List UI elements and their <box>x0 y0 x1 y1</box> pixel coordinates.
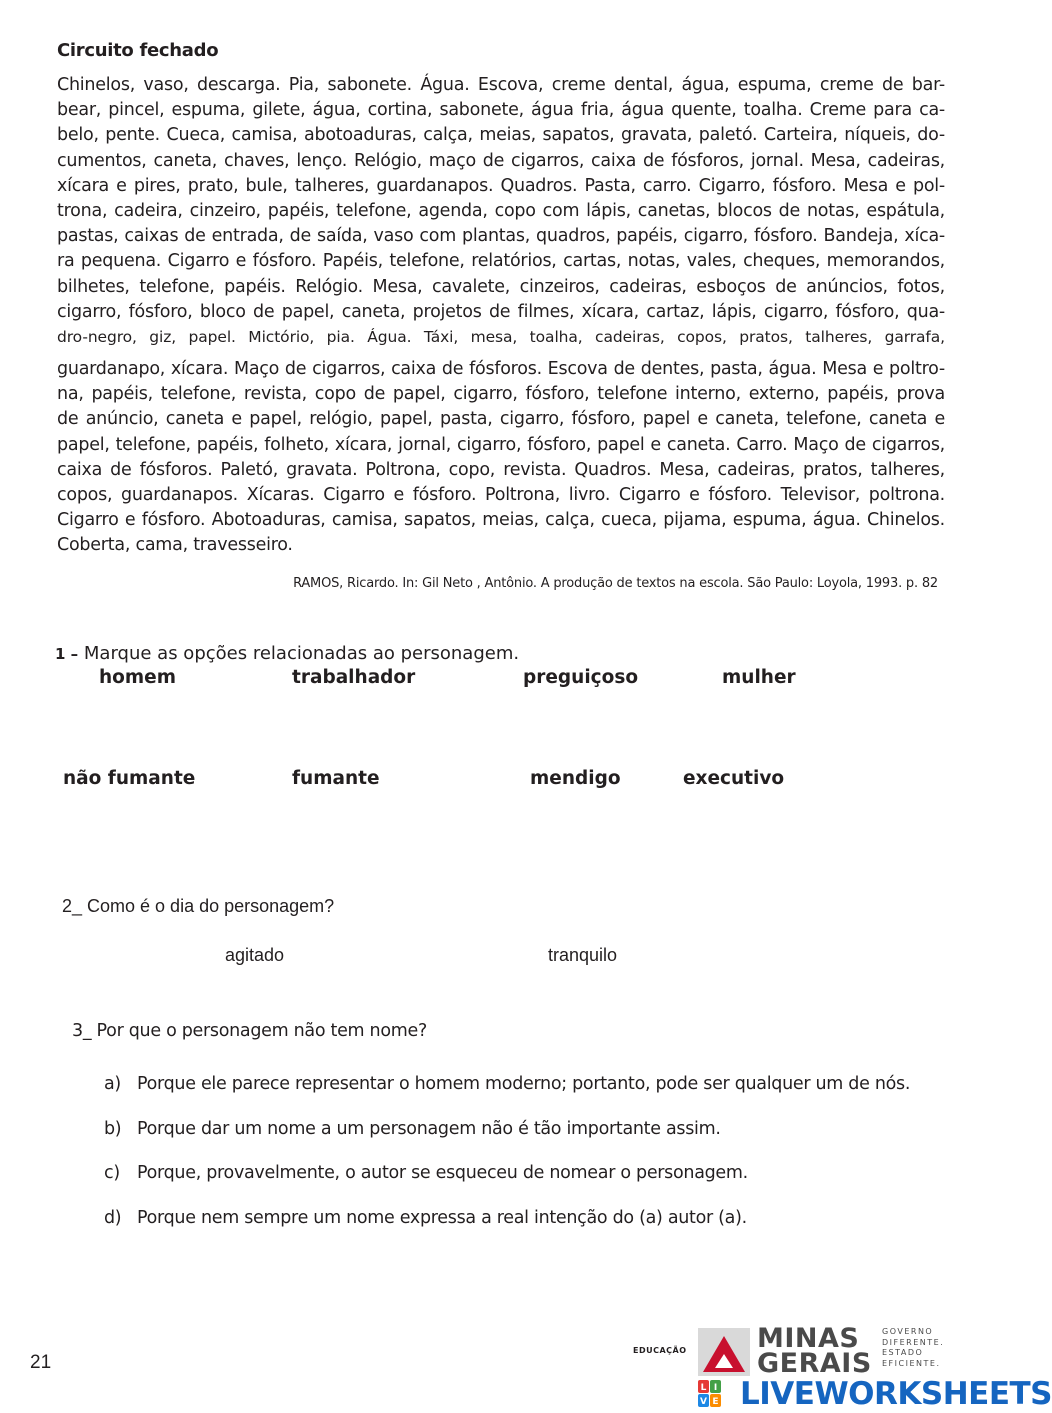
minas-gerais-triangle-icon <box>698 1328 750 1376</box>
option-fumante[interactable]: fumante <box>292 768 380 789</box>
option-agitado[interactable]: agitado <box>225 945 285 965</box>
option-executivo[interactable]: executivo <box>683 768 785 789</box>
answer-text: Porque ele parece representar o homem moderno; portanto, pode ser qualquer um de nós. <box>137 1074 911 1094</box>
answer-b[interactable] <box>104 1119 721 1139</box>
text-line: guardanapo, xícara. Maço de cigarros, caixa de fósforos. Escova de dentes, pasta, água. Mesa e poltro- <box>57 359 945 379</box>
badge-letter: E <box>712 1397 719 1407</box>
option-mendigo[interactable]: mendigo <box>530 768 621 789</box>
text-title: Circuito fechado <box>57 40 219 61</box>
answer-letter: d) <box>104 1208 122 1228</box>
text-line: na, papéis, telefone, revista, copo de papel, cigarro, fósforo, telefone interno, externo, papéis, prova <box>57 384 945 405</box>
answer-text: Porque, provavelmente, o autor se esqueceu de nomear o personagem. <box>137 1163 748 1183</box>
text-line: pastas, caixas de entrada, de saída, vaso com plantas, quadros, papéis, cigarro, fósforo. Bandeja, xíca- <box>57 226 945 247</box>
liveworksheets-watermark[interactable]: LIVEWORKSHEETS <box>740 1376 1052 1412</box>
text-line: belo, pente. Cueca, camisa, abotoaduras, calça, meias, sapatos, gravata, paletó. Carteira, níqueis, do- <box>57 125 945 146</box>
answer-letter: b) <box>104 1119 122 1139</box>
answer-d[interactable] <box>104 1208 747 1228</box>
text-line: Coberta, cama, travesseiro. <box>57 535 293 556</box>
text-paragraph-1 <box>57 73 945 350</box>
option-preguicoso[interactable]: preguiçoso <box>523 667 639 688</box>
option-tranquilo[interactable]: tranquilo <box>548 945 618 965</box>
question-3-prompt: 3_ Por que o personagem não tem nome? <box>72 1021 427 1041</box>
text-line: Chinelos, vaso, descarga. Pia, sabonete. Água. Escova, creme dental, água, espuma, creme de bar- <box>57 75 945 95</box>
slogan-line: ESTADO <box>882 1348 924 1357</box>
answer-letter: a) <box>104 1074 121 1094</box>
text-paragraph-2 <box>57 357 945 559</box>
option-homem[interactable]: homem <box>99 667 176 688</box>
question-1-number: 1 – <box>55 645 79 663</box>
text-line: de anúncio, caneta e papel, relógio, papel, pasta, cigarro, fósforo, papel e caneta, telefone, caneta e <box>57 409 945 430</box>
question-2-prompt: 2_ Como é o dia do personagem? <box>62 896 335 916</box>
text-line: caixa de fósforos. Paletó, gravata. Poltrona, copo, revista. Quadros. Mesa, cadeiras, pratos, talheres, <box>57 459 945 480</box>
text-line: trona, cadeira, cinzeiro, papéis, telefone, agenda, copo com lápis, canetas, blocos de notas, espátula, <box>57 200 945 221</box>
text-line: ra pequena. Cigarro e fósforo. Papéis, telefone, relatórios, cartas, notas, vales, cheques, memorandos, <box>57 251 945 272</box>
option-nao-fumante[interactable]: não fumante <box>63 768 196 789</box>
badge-letter: I <box>713 1383 718 1393</box>
text-line: bear, pincel, espuma, gilete, água, cortina, sabonete, água fria, água quente, toalha. Creme para ca- <box>57 100 945 121</box>
answer-c[interactable] <box>104 1163 748 1183</box>
question-1-text: Marque as opções relacionadas ao personagem. <box>83 643 520 664</box>
badge-letter: L <box>700 1383 707 1393</box>
option-trabalhador[interactable]: trabalhador <box>292 667 416 688</box>
text-line: Cigarro e fósforo. Abotoaduras, camisa, sapatos, meias, calça, cueca, pijama, espuma, água. Chinelos. <box>57 510 945 531</box>
text-line: dro-negro, giz, papel. Mictório, pia. Água. Táxi, mesa, toalha, cadeiras, copos, pratos, talheres, garrafa, <box>57 327 945 346</box>
text-line: bilhetes, telefone, papéis. Relógio. Mesa, cavalete, cinzeiros, cadeiras, esboços de anúncios, fotos, <box>57 276 945 297</box>
logo-minas: MINAS <box>757 1323 860 1354</box>
text-line: copos, guardanapos. Xícaras. Cigarro e fósforo. Poltrona, livro. Cigarro e fósforo. Televisor, poltrona. <box>57 484 945 505</box>
text-line: cumentos, caneta, chaves, lenço. Relógio, maço de cigarros, caixa de fósforos, jornal. Mesa, cadeiras, <box>57 150 945 171</box>
text-line: xícara e pires, prato, bule, talheres, guardanapos. Quadros. Pasta, carro. Cigarro, fósforo. Mesa e pol- <box>57 175 945 196</box>
education-label: EDUCAÇÃO <box>633 1346 687 1355</box>
slogan-line: GOVERNO <box>882 1327 934 1336</box>
slogan-line: EFICIENTE. <box>882 1358 941 1368</box>
logo-minas-gerais <box>757 1323 872 1379</box>
slogan-line: DIFERENTE. <box>882 1337 945 1347</box>
page-number: 21 <box>30 1352 52 1373</box>
liveworksheets-badge-icon <box>698 1380 722 1408</box>
government-slogan <box>882 1327 944 1369</box>
answer-text: Porque nem sempre um nome expressa a real intenção do (a) autor (a). <box>137 1208 747 1228</box>
answer-letter: c) <box>104 1163 120 1183</box>
question-1-prompt <box>55 643 519 664</box>
text-reference: RAMOS, Ricardo. In: Gil Neto , Antônio. A produção de textos na escola. São Paulo: Loyola, 1993. p. 82 <box>293 576 938 591</box>
badge-letter: V <box>700 1397 707 1407</box>
text-line: papel, telefone, papéis, folheto, xícara, jornal, cigarro, fósforo, papel e caneta. Carro. Maço de cigarros, <box>57 434 945 455</box>
logo-gerais: GERAIS <box>757 1348 872 1379</box>
option-mulher[interactable]: mulher <box>722 667 796 688</box>
answer-text: Porque dar um nome a um personagem não é tão importante assim. <box>137 1119 721 1139</box>
answer-a[interactable] <box>104 1074 910 1094</box>
text-line: cigarro, fósforo, bloco de papel, caneta, projetos de filmes, xícara, cartaz, lápis, cigarro, fósforo, qua- <box>57 301 945 322</box>
